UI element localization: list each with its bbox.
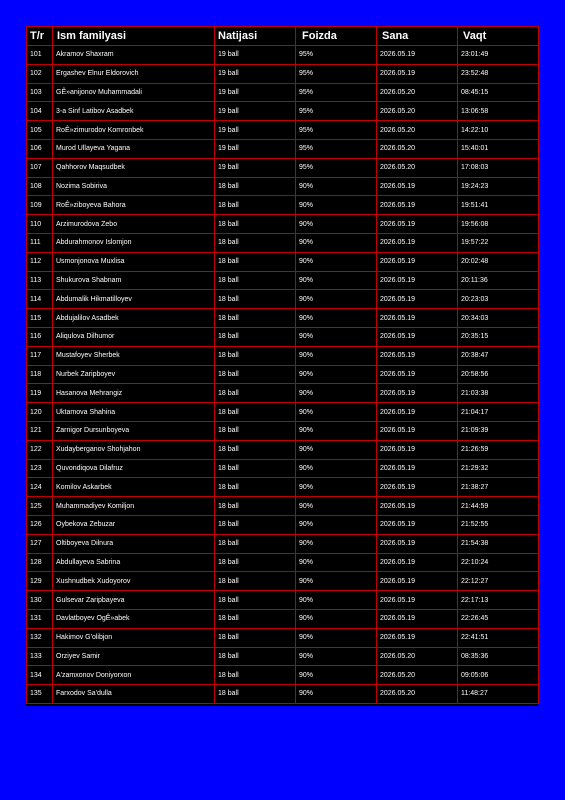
cell-number: 112 xyxy=(27,252,53,271)
cell-percent: 90% xyxy=(296,215,377,234)
cell-number: 135 xyxy=(27,685,53,704)
cell-time: 19:51:41 xyxy=(458,196,539,215)
cell-percent: 90% xyxy=(296,271,377,290)
cell-full-name: Farxodov Sa'dulla xyxy=(53,685,215,704)
cell-number: 118 xyxy=(27,365,53,384)
cell-time: 20:23:03 xyxy=(458,290,539,309)
cell-full-name: Nozima Sobiriva xyxy=(53,177,215,196)
header-full-name: Ism familyasi xyxy=(53,27,215,46)
table-row xyxy=(27,139,539,158)
cell-result: 18 ball xyxy=(215,497,296,516)
table-row xyxy=(27,459,539,478)
cell-full-name: Muhammadiyev Komiljon xyxy=(53,497,215,516)
cell-number: 116 xyxy=(27,327,53,346)
cell-time: 17:08:03 xyxy=(458,158,539,177)
cell-time: 21:54:38 xyxy=(458,534,539,553)
table-row xyxy=(27,609,539,628)
cell-number: 117 xyxy=(27,346,53,365)
header-time: Vaqt xyxy=(458,27,539,46)
cell-date: 2026.05.19 xyxy=(377,365,458,384)
cell-full-name: Gulsevar Zaripbayeva xyxy=(53,591,215,610)
cell-percent: 90% xyxy=(296,515,377,534)
cell-percent: 90% xyxy=(296,233,377,252)
table-row xyxy=(27,515,539,534)
cell-date: 2026.05.20 xyxy=(377,121,458,140)
cell-percent: 90% xyxy=(296,327,377,346)
cell-result: 18 ball xyxy=(215,271,296,290)
cell-full-name: A'zamxonov Doniyorxon xyxy=(53,666,215,685)
cell-date: 2026.05.19 xyxy=(377,628,458,647)
cell-percent: 95% xyxy=(296,158,377,177)
cell-result: 19 ball xyxy=(215,64,296,83)
cell-number: 113 xyxy=(27,271,53,290)
cell-percent: 90% xyxy=(296,478,377,497)
header-number: T/r xyxy=(27,27,53,46)
table-row xyxy=(27,591,539,610)
cell-full-name: Abdumalik Hikmatilloyev xyxy=(53,290,215,309)
header-date: Sana xyxy=(377,27,458,46)
cell-time: 22:26:45 xyxy=(458,609,539,628)
cell-percent: 90% xyxy=(296,628,377,647)
cell-result: 18 ball xyxy=(215,177,296,196)
cell-result: 18 ball xyxy=(215,666,296,685)
table-row xyxy=(27,572,539,591)
cell-date: 2026.05.19 xyxy=(377,346,458,365)
header-percent: Foizda xyxy=(296,27,377,46)
cell-time: 21:26:59 xyxy=(458,440,539,459)
cell-number: 131 xyxy=(27,609,53,628)
cell-number: 101 xyxy=(27,46,53,65)
cell-full-name: Akramov Shaxram xyxy=(53,46,215,65)
cell-number: 115 xyxy=(27,309,53,328)
cell-time: 19:57:22 xyxy=(458,233,539,252)
cell-number: 109 xyxy=(27,196,53,215)
cell-number: 110 xyxy=(27,215,53,234)
cell-result: 18 ball xyxy=(215,478,296,497)
cell-full-name: Arzimurodova Zebo xyxy=(53,215,215,234)
cell-full-name: RoÊ»ziboyeva Bahora xyxy=(53,196,215,215)
cell-date: 2026.05.19 xyxy=(377,421,458,440)
cell-result: 18 ball xyxy=(215,685,296,704)
cell-full-name: Quvondiqova Dilafruz xyxy=(53,459,215,478)
table-row xyxy=(27,271,539,290)
cell-time: 19:56:08 xyxy=(458,215,539,234)
cell-time: 14:22:10 xyxy=(458,121,539,140)
cell-time: 21:38:27 xyxy=(458,478,539,497)
cell-time: 23:01:49 xyxy=(458,46,539,65)
cell-full-name: Xudayberganov Shohjahon xyxy=(53,440,215,459)
cell-time: 08:35:36 xyxy=(458,647,539,666)
cell-time: 22:10:24 xyxy=(458,553,539,572)
cell-percent: 90% xyxy=(296,177,377,196)
cell-time: 22:12:27 xyxy=(458,572,539,591)
table-row xyxy=(27,553,539,572)
cell-percent: 90% xyxy=(296,666,377,685)
cell-time: 21:04:17 xyxy=(458,403,539,422)
table-row xyxy=(27,628,539,647)
cell-percent: 90% xyxy=(296,421,377,440)
cell-date: 2026.05.19 xyxy=(377,252,458,271)
cell-percent: 95% xyxy=(296,83,377,102)
table-body xyxy=(27,46,539,704)
cell-result: 18 ball xyxy=(215,233,296,252)
cell-full-name: Qahhorov Maqsudbek xyxy=(53,158,215,177)
cell-full-name: Zarnigor Dursunboyeva xyxy=(53,421,215,440)
cell-date: 2026.05.19 xyxy=(377,515,458,534)
cell-time: 20:02:48 xyxy=(458,252,539,271)
table-row xyxy=(27,497,539,516)
table-row xyxy=(27,290,539,309)
cell-time: 21:52:55 xyxy=(458,515,539,534)
cell-percent: 90% xyxy=(296,196,377,215)
table-row xyxy=(27,177,539,196)
table-row xyxy=(27,196,539,215)
table-row xyxy=(27,403,539,422)
cell-time: 20:35:15 xyxy=(458,327,539,346)
header-result: Natijasi xyxy=(215,27,296,46)
cell-full-name: Xushnudbek Xudoyorov xyxy=(53,572,215,591)
cell-result: 18 ball xyxy=(215,553,296,572)
cell-number: 108 xyxy=(27,177,53,196)
table-row xyxy=(27,252,539,271)
cell-result: 19 ball xyxy=(215,102,296,121)
cell-date: 2026.05.19 xyxy=(377,196,458,215)
cell-date: 2026.05.19 xyxy=(377,478,458,497)
cell-result: 18 ball xyxy=(215,346,296,365)
cell-full-name: Aliqulova Dilhumor xyxy=(53,327,215,346)
cell-number: 121 xyxy=(27,421,53,440)
cell-number: 106 xyxy=(27,139,53,158)
cell-time: 21:29:32 xyxy=(458,459,539,478)
cell-date: 2026.05.19 xyxy=(377,46,458,65)
cell-date: 2026.05.19 xyxy=(377,309,458,328)
cell-time: 13:06:58 xyxy=(458,102,539,121)
cell-result: 18 ball xyxy=(215,628,296,647)
table-row xyxy=(27,158,539,177)
table-row xyxy=(27,64,539,83)
cell-result: 18 ball xyxy=(215,591,296,610)
cell-full-name: Abdullayeva Sabrina xyxy=(53,553,215,572)
cell-date: 2026.05.20 xyxy=(377,83,458,102)
cell-number: 128 xyxy=(27,553,53,572)
cell-date: 2026.05.19 xyxy=(377,553,458,572)
cell-full-name: RoÊ»zimurodov Komronbek xyxy=(53,121,215,140)
cell-full-name: Ergashev Elnur Eldorovich xyxy=(53,64,215,83)
table-row xyxy=(27,365,539,384)
header-row xyxy=(27,27,539,46)
cell-percent: 95% xyxy=(296,46,377,65)
cell-result: 19 ball xyxy=(215,139,296,158)
cell-result: 19 ball xyxy=(215,83,296,102)
table-row xyxy=(27,534,539,553)
cell-time: 21:09:39 xyxy=(458,421,539,440)
cell-time: 21:03:38 xyxy=(458,384,539,403)
cell-date: 2026.05.20 xyxy=(377,139,458,158)
cell-number: 102 xyxy=(27,64,53,83)
cell-full-name: Hakimov G'olibjon xyxy=(53,628,215,647)
cell-full-name: Abdujalilov Asadbek xyxy=(53,309,215,328)
cell-time: 20:58:56 xyxy=(458,365,539,384)
cell-date: 2026.05.19 xyxy=(377,233,458,252)
cell-time: 21:44:59 xyxy=(458,497,539,516)
cell-number: 111 xyxy=(27,233,53,252)
cell-time: 09:05:06 xyxy=(458,666,539,685)
cell-full-name: Oltiboyeva Dilnura xyxy=(53,534,215,553)
cell-number: 125 xyxy=(27,497,53,516)
cell-time: 08:45:15 xyxy=(458,83,539,102)
cell-full-name: Hasanova Mehrangiz xyxy=(53,384,215,403)
table-row xyxy=(27,102,539,121)
cell-percent: 90% xyxy=(296,459,377,478)
cell-result: 18 ball xyxy=(215,515,296,534)
cell-full-name: Uktamova Shahina xyxy=(53,403,215,422)
cell-date: 2026.05.19 xyxy=(377,327,458,346)
cell-time: 19:24:23 xyxy=(458,177,539,196)
cell-number: 123 xyxy=(27,459,53,478)
cell-percent: 90% xyxy=(296,534,377,553)
cell-full-name: Shukurova Shabnam xyxy=(53,271,215,290)
cell-result: 19 ball xyxy=(215,158,296,177)
cell-date: 2026.05.19 xyxy=(377,271,458,290)
cell-number: 132 xyxy=(27,628,53,647)
table-row xyxy=(27,685,539,704)
cell-number: 127 xyxy=(27,534,53,553)
cell-result: 19 ball xyxy=(215,46,296,65)
cell-full-name: Oybekova Zebuzar xyxy=(53,515,215,534)
cell-number: 107 xyxy=(27,158,53,177)
table-row xyxy=(27,46,539,65)
cell-date: 2026.05.19 xyxy=(377,572,458,591)
cell-time: 20:11:36 xyxy=(458,271,539,290)
cell-number: 133 xyxy=(27,647,53,666)
results-sheet xyxy=(26,26,538,706)
cell-percent: 90% xyxy=(296,572,377,591)
cell-result: 19 ball xyxy=(215,121,296,140)
table-row xyxy=(27,121,539,140)
cell-date: 2026.05.19 xyxy=(377,384,458,403)
cell-full-name: GÊ»anijonov Muhammadali xyxy=(53,83,215,102)
cell-full-name: Mustafoyev Sherbek xyxy=(53,346,215,365)
cell-result: 18 ball xyxy=(215,365,296,384)
cell-number: 124 xyxy=(27,478,53,497)
cell-full-name: 3-a Sinf Latibov Asadbek xyxy=(53,102,215,121)
table-row xyxy=(27,309,539,328)
cell-number: 120 xyxy=(27,403,53,422)
cell-percent: 90% xyxy=(296,609,377,628)
cell-percent: 90% xyxy=(296,384,377,403)
cell-result: 18 ball xyxy=(215,534,296,553)
cell-date: 2026.05.19 xyxy=(377,403,458,422)
cell-number: 104 xyxy=(27,102,53,121)
cell-number: 126 xyxy=(27,515,53,534)
cell-date: 2026.05.19 xyxy=(377,497,458,516)
cell-percent: 95% xyxy=(296,139,377,158)
cell-result: 18 ball xyxy=(215,252,296,271)
cell-time: 11:48:27 xyxy=(458,685,539,704)
cell-result: 18 ball xyxy=(215,421,296,440)
cell-result: 18 ball xyxy=(215,609,296,628)
results-table xyxy=(26,26,539,704)
cell-date: 2026.05.19 xyxy=(377,459,458,478)
cell-percent: 90% xyxy=(296,647,377,666)
cell-percent: 90% xyxy=(296,440,377,459)
table-row xyxy=(27,421,539,440)
cell-date: 2026.05.20 xyxy=(377,647,458,666)
cell-result: 18 ball xyxy=(215,196,296,215)
cell-percent: 95% xyxy=(296,64,377,83)
cell-time: 23:52:48 xyxy=(458,64,539,83)
cell-date: 2026.05.20 xyxy=(377,685,458,704)
cell-date: 2026.05.19 xyxy=(377,534,458,553)
table-row xyxy=(27,233,539,252)
cell-result: 18 ball xyxy=(215,647,296,666)
cell-result: 18 ball xyxy=(215,403,296,422)
cell-date: 2026.05.19 xyxy=(377,215,458,234)
cell-percent: 90% xyxy=(296,365,377,384)
cell-result: 18 ball xyxy=(215,309,296,328)
cell-result: 18 ball xyxy=(215,572,296,591)
cell-number: 129 xyxy=(27,572,53,591)
cell-time: 20:38:47 xyxy=(458,346,539,365)
cell-result: 18 ball xyxy=(215,459,296,478)
cell-result: 18 ball xyxy=(215,327,296,346)
table-row xyxy=(27,478,539,497)
cell-full-name: Orziyev Samir xyxy=(53,647,215,666)
cell-number: 105 xyxy=(27,121,53,140)
table-row xyxy=(27,215,539,234)
cell-percent: 90% xyxy=(296,346,377,365)
cell-number: 122 xyxy=(27,440,53,459)
cell-time: 15:40:01 xyxy=(458,139,539,158)
cell-result: 18 ball xyxy=(215,440,296,459)
cell-full-name: Nurbek Zaripboyev xyxy=(53,365,215,384)
cell-full-name: Usmonjonova Muxlisa xyxy=(53,252,215,271)
cell-date: 2026.05.20 xyxy=(377,666,458,685)
cell-number: 130 xyxy=(27,591,53,610)
table-row xyxy=(27,327,539,346)
cell-percent: 90% xyxy=(296,252,377,271)
cell-percent: 90% xyxy=(296,591,377,610)
cell-time: 22:41:51 xyxy=(458,628,539,647)
cell-date: 2026.05.19 xyxy=(377,64,458,83)
table-row xyxy=(27,647,539,666)
cell-result: 18 ball xyxy=(215,215,296,234)
cell-percent: 90% xyxy=(296,685,377,704)
cell-percent: 90% xyxy=(296,497,377,516)
cell-date: 2026.05.19 xyxy=(377,591,458,610)
cell-result: 18 ball xyxy=(215,290,296,309)
cell-number: 134 xyxy=(27,666,53,685)
cell-date: 2026.05.19 xyxy=(377,609,458,628)
cell-time: 20:34:03 xyxy=(458,309,539,328)
table-row xyxy=(27,346,539,365)
cell-percent: 90% xyxy=(296,290,377,309)
table-row xyxy=(27,384,539,403)
table-row xyxy=(27,83,539,102)
cell-full-name: Abdurahmonov Islomjon xyxy=(53,233,215,252)
cell-date: 2026.05.20 xyxy=(377,158,458,177)
cell-result: 18 ball xyxy=(215,384,296,403)
cell-full-name: Davlatboyev OgÊ»abek xyxy=(53,609,215,628)
cell-full-name: Murod Ullayeva Yagana xyxy=(53,139,215,158)
cell-percent: 95% xyxy=(296,121,377,140)
cell-full-name: Komilov Askarbek xyxy=(53,478,215,497)
cell-percent: 95% xyxy=(296,102,377,121)
cell-date: 2026.05.19 xyxy=(377,440,458,459)
cell-percent: 90% xyxy=(296,553,377,572)
cell-percent: 90% xyxy=(296,403,377,422)
cell-date: 2026.05.20 xyxy=(377,102,458,121)
cell-percent: 90% xyxy=(296,309,377,328)
cell-number: 119 xyxy=(27,384,53,403)
cell-number: 103 xyxy=(27,83,53,102)
cell-number: 114 xyxy=(27,290,53,309)
table-row xyxy=(27,666,539,685)
cell-time: 22:17:13 xyxy=(458,591,539,610)
table-row xyxy=(27,440,539,459)
cell-date: 2026.05.19 xyxy=(377,290,458,309)
cell-date: 2026.05.19 xyxy=(377,177,458,196)
